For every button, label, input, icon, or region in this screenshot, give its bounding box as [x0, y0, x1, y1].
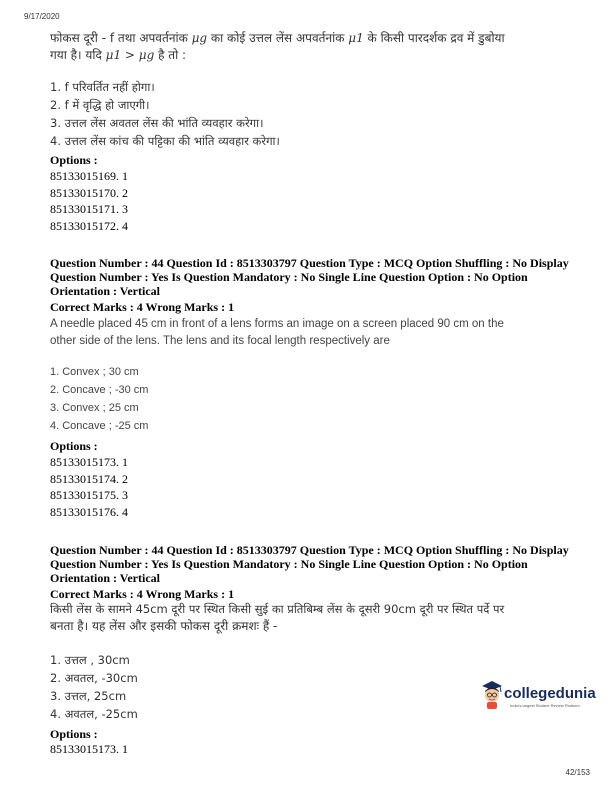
collegedunia-logo — [480, 680, 596, 714]
mu-1-symbol: μ1 — [348, 31, 364, 45]
q1-question-text: फोकस दूरी - f तथा अपवर्तनांक μg का कोई उत्तल लेंस अपवर्तनांक μ1 के किसी पारदर्शक द्रव में डुबोया गया है। यदि μ1 > μg है तो : — [50, 31, 505, 62]
q3-question-text: किसी लेंस के सामने 45cm दूरी पर स्थित किसी सुई का प्रतिबिम्ब लेंस के दूसरी 90cm दूरी पर स्थित पर्दे पर बनता है। यह लेंस और इसकी फोकस दूरी क्रमशः हैं - — [50, 602, 505, 633]
q3-question-meta: Question Number : 44 Question Id : 8513303797 Question Type : MCQ Option Shuffling : No Display Question Number : Yes Is Question Mandatory : No Single Line Question Option : No Option Orientation : Vertical — [50, 543, 569, 585]
q3-option-ids — [50, 741, 128, 758]
q2-options-list — [50, 363, 148, 435]
list-item: 3. उत्तल, 25cm — [50, 689, 127, 703]
list-item: 2. अवतल, -30cm — [50, 671, 138, 685]
list-item: 3. उत्तल लेंस अवतल लेंस की भांति व्यवहार करेगा। — [50, 116, 264, 130]
print-date: 9/17/2020 — [24, 12, 60, 21]
list-item: 2. f में वृद्धि हो जाएगी। — [50, 98, 150, 112]
q2-marks: Correct Marks : 4 Wrong Marks : 1 — [50, 300, 235, 314]
q1-options-label: Options : — [50, 153, 98, 167]
list-item: 85133015176. 4 — [50, 504, 128, 519]
mascot-icon — [480, 680, 504, 710]
list-item: 4. उत्तल लेंस कांच की पट्टिका की भांति व्यवहार करेगा। — [50, 134, 280, 148]
q2-question-meta: Question Number : 44 Question Id : 8513303797 Question Type : MCQ Option Shuffling : No Display Question Number : Yes Is Question Mandatory : No Single Line Question Option : No Option Orientation : Vertical — [50, 256, 569, 298]
list-item: 1. f परिवर्तित नहीं होगा। — [50, 80, 155, 94]
q3-marks: Correct Marks : 4 Wrong Marks : 1 — [50, 587, 235, 601]
list-item: 85133015171. 3 — [50, 202, 128, 216]
q2-options-label: Options : — [50, 439, 98, 453]
list-item: 85133015169. 1 — [50, 169, 128, 183]
list-item: 85133015170. 2 — [50, 185, 128, 200]
list-item: 3. Convex ; 25 cm — [50, 402, 139, 414]
list-item: 85133015173. 1 — [50, 455, 128, 469]
list-item: 4. Concave ; -25 cm — [50, 420, 149, 432]
q1-options-list — [50, 78, 280, 150]
q3-options-list — [50, 651, 138, 723]
page-number: 42/153 — [565, 768, 590, 777]
q1-option-ids — [50, 168, 128, 234]
list-item: 1. उत्तल , 30cm — [50, 653, 130, 667]
q2-question-text: A needle placed 45 cm in front of a lens forms an image on a screen placed 90 cm on the other side of the lens. The lens and its focal length respectively are — [50, 318, 504, 347]
list-item: 4. अवतल, -25cm — [50, 707, 138, 721]
list-item: 1. Convex ; 30 cm — [50, 366, 139, 378]
list-item: 85133015172. 4 — [50, 218, 128, 233]
logo-wordmark: collegedunia — [504, 685, 596, 702]
list-item: 85133015174. 2 — [50, 471, 128, 486]
mu-g-symbol: μg — [191, 31, 208, 45]
list-item: 85133015175. 3 — [50, 488, 128, 502]
list-item: 2. Concave ; -30 cm — [50, 384, 149, 396]
list-item: 85133015173. 1 — [50, 742, 128, 756]
q3-options-label: Options : — [50, 727, 98, 741]
q2-option-ids — [50, 454, 128, 520]
logo-tagline: India's largest Student Review Platform — [510, 703, 580, 708]
